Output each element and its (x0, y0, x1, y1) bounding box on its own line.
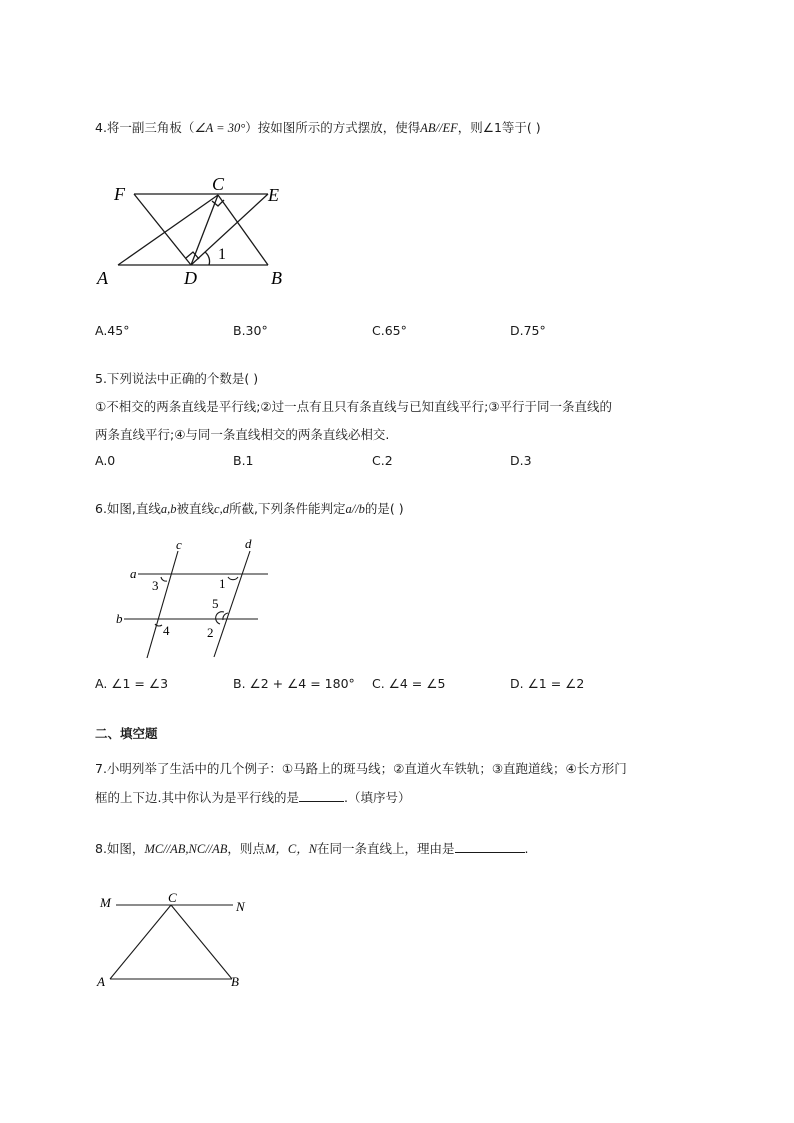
q6-stem-part: 所截,下列条件能判定 (228, 501, 346, 516)
q4-label-E: E (268, 185, 279, 205)
q5-option-c[interactable]: C.2 (372, 453, 393, 468)
q4-option-c[interactable]: C.65° (372, 323, 407, 338)
q6-stem-part: 的是( ) (364, 501, 404, 516)
q8-stem-part: . (524, 841, 529, 856)
q4-parallel-condition: AB//EF (420, 121, 458, 135)
q8-label-C: C (168, 890, 177, 905)
q4-label-C: C (212, 174, 225, 194)
q6-label-d: d (245, 536, 252, 551)
q8-condition: MC//AB,NC//AB (144, 842, 228, 856)
section-title-fill-in: 二、填空题 (95, 726, 158, 741)
q6-label-b: b (116, 611, 123, 626)
q5-option-b[interactable]: B.1 (233, 453, 254, 468)
q4-label-B: B (271, 268, 282, 288)
q6-label-3: 3 (152, 578, 159, 593)
q6-option-d[interactable]: D. ∠1 = ∠2 (510, 676, 585, 691)
q6-conclusion: a//b (345, 502, 365, 516)
q6-stem-part: 6.如图,直线 (95, 501, 161, 516)
q8-label-A: A (97, 974, 105, 989)
q6-label-1: 1 (219, 576, 226, 591)
q8-label-B: B (231, 974, 239, 989)
q6-option-b[interactable]: B. ∠2 + ∠4 = 180° (233, 676, 355, 691)
q7-stem-part: 框的上下边.其中你认为是平行线的是 (95, 790, 299, 805)
q5-stem: 5.下列说法中正确的个数是( ) (95, 371, 259, 386)
q6-label-4: 4 (163, 623, 170, 638)
q8-stem-part: 8.如图， (95, 841, 145, 856)
q5-statements-line1: ①不相交的两条直线是平行线;②过一点有且只有条直线与已知直线平行;③平行于同一条直线的 (95, 399, 613, 414)
q4-angle-condition: ∠A = 30° (194, 121, 246, 135)
q4-option-b[interactable]: B.30° (233, 323, 268, 338)
q4-option-a[interactable]: A.45° (95, 323, 130, 338)
q4-label-A: A (97, 268, 108, 288)
q6-lines-ab: a,b (160, 502, 177, 516)
q6-label-a: a (130, 566, 137, 581)
q4-label-F: F (114, 184, 125, 204)
q7-stem-line1: 7.小明列举了生活中的几个例子：①马路上的斑马线；②直道火车铁轨；③直跑道线；④长方形门 (95, 761, 627, 776)
q4-option-d[interactable]: D.75° (510, 323, 546, 338)
q8-label-M: M (100, 895, 111, 910)
q5-option-a[interactable]: A.0 (95, 453, 116, 468)
q6-option-a[interactable]: A. ∠1 = ∠3 (95, 676, 169, 691)
q8-stem-part: 在同一条直线上，理由是 (317, 841, 455, 856)
q6-lines-cd: c,d (214, 502, 229, 516)
q5-option-d[interactable]: D.3 (510, 453, 532, 468)
q6-label-c: c (176, 537, 182, 552)
q5-statements-line2: 两条直线平行;④与同一条直线相交的两条直线必相交. (95, 427, 390, 442)
q6-label-5: 5 (212, 596, 219, 611)
q6-option-c[interactable]: C. ∠4 = ∠5 (372, 676, 446, 691)
q8-points: M，C，N (264, 842, 318, 856)
q4-stem-part: 4.将一副三角板（ (95, 120, 195, 135)
q4-stem-part: ）按如图所示的方式摆放，使得 (245, 120, 421, 135)
q4-label-D: D (184, 268, 197, 288)
q7-stem-part: .（填序号） (343, 790, 411, 805)
q8-label-N: N (236, 899, 245, 914)
q4-stem-part: ，则∠1等于( ) (457, 120, 541, 135)
q6-stem-part: 被直线 (176, 501, 215, 516)
q8-stem-part: ，则点 (227, 841, 265, 856)
q4-label-1: 1 (218, 246, 226, 263)
q6-label-2: 2 (207, 625, 214, 640)
